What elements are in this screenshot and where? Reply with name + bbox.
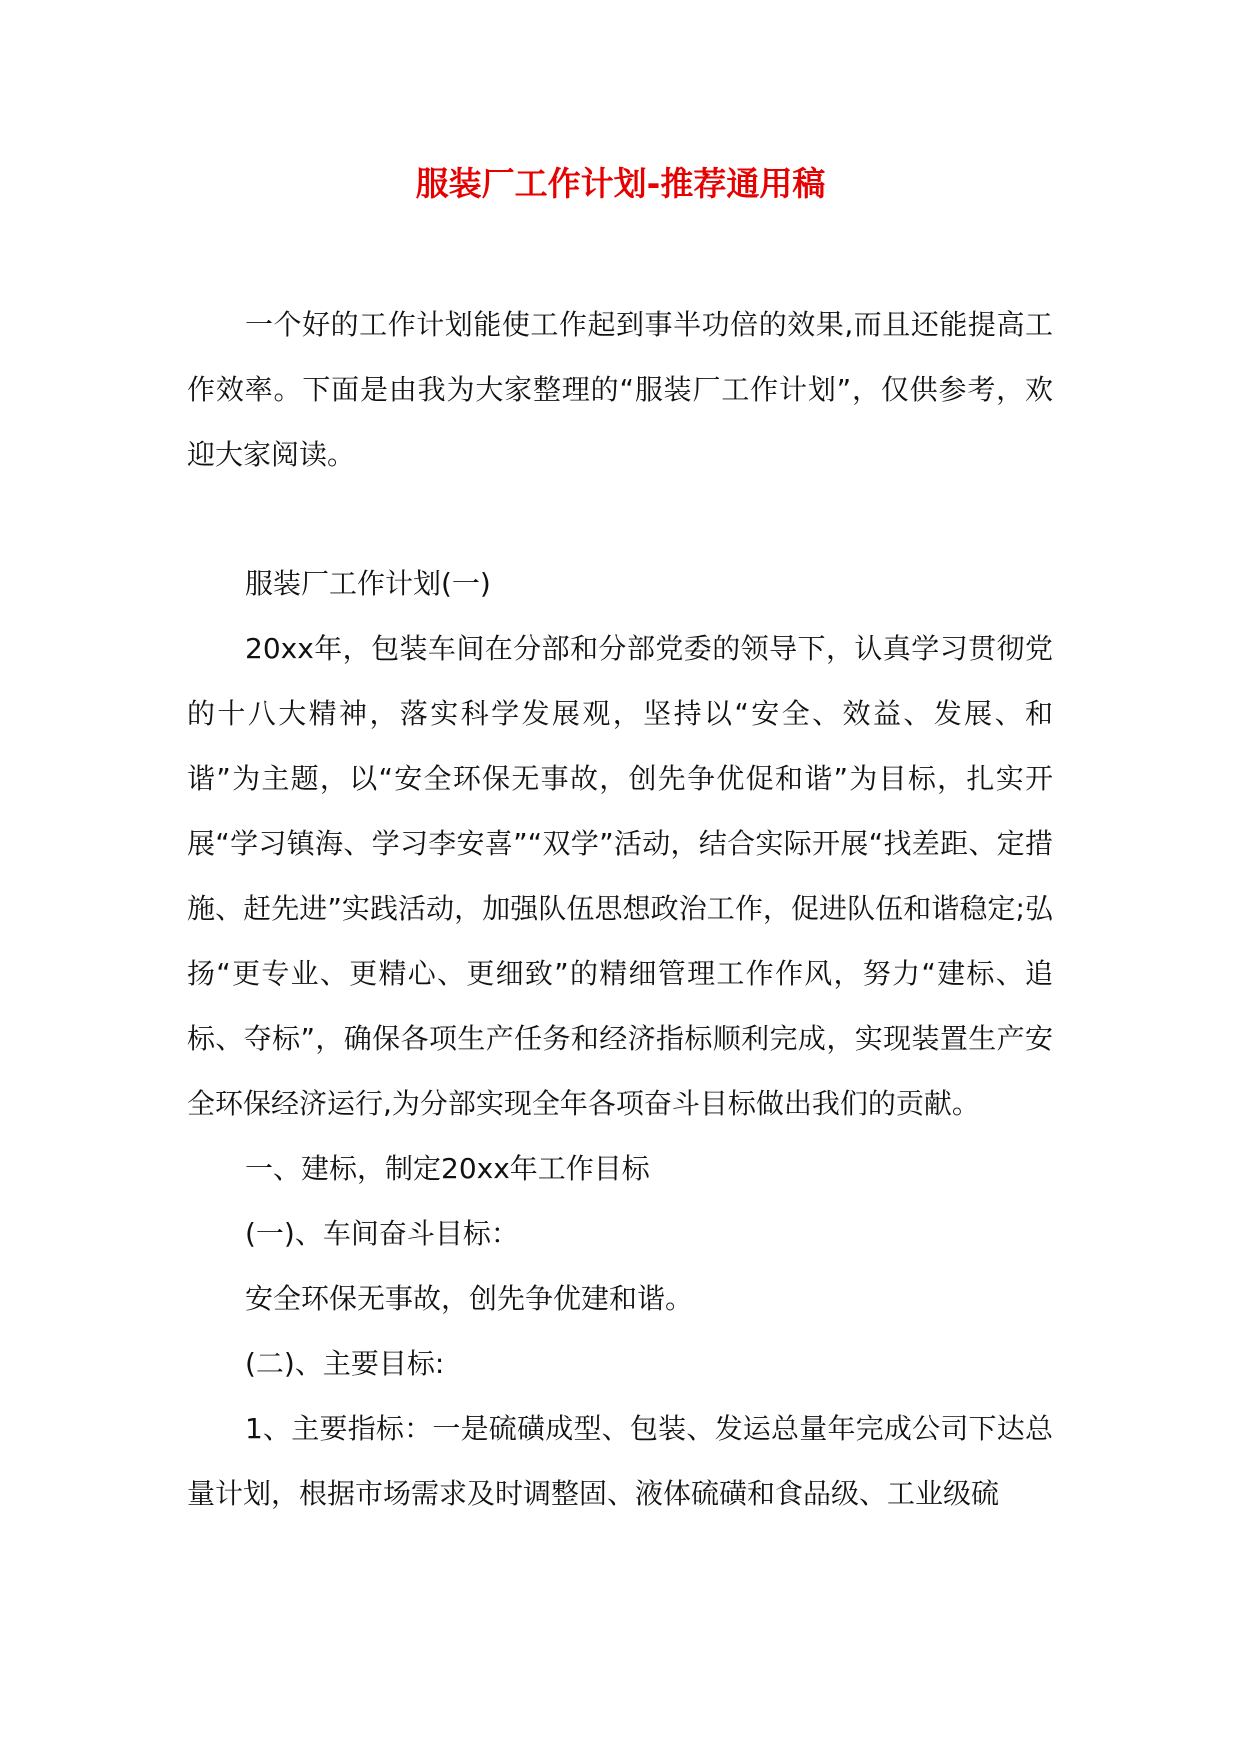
body-paragraph: 20xx年，包装车间在分部和分部党委的领导下，认真学习贯彻党的十八大精神，落实科学发展观，坚持以“安全、效益、发展、和谐”为主题，以“安全环保无事故，创先争优促和谐”为目标，扎实开展“学习镇海、学习李安喜”“双学”活动，结合实际开展“找差距、定措施、赶先进”实践活动，加强队伍思想政治工作，促进队伍和谐稳定;弘扬“更专业、更精心、更细致”的精细管理工作作风，努力“建标、追标、夺标”，确保各项生产任务和经济指标顺利完成，实现装置生产安全环保经济运行,为分部实现全年各项奋斗目标做出我们的贡献。 (187, 632, 1053, 1120)
list-heading: (二)、主要目标: (245, 1347, 445, 1380)
subsection-heading: 一、建标，制定20xx年工作目标 (245, 1152, 650, 1185)
list-heading: (一)、车间奋斗目标： (245, 1217, 519, 1250)
indicator-paragraph: 1、主要指标：一是硫磺成型、包装、发运总量年完成公司下达总量计划，根据市场需求及时调整固、液体硫磺和食品级、工业级硫 (187, 1412, 1053, 1510)
document-title: 服装厂工作计划-推荐通用稿 (415, 164, 826, 203)
goal-text: 安全环保无事故，创先争优建和谐。 (245, 1282, 694, 1315)
paragraph-gap (187, 487, 1053, 551)
intro-paragraph: 一个好的工作计划能使工作起到事半功倍的效果,而且还能提高工作效率。下面是由我为大家整理的“服装厂工作计划”，仅供参考，欢迎大家阅读。 (187, 308, 1053, 471)
section-heading: 服装厂工作计划(一) (245, 567, 491, 600)
document-body (187, 292, 1053, 1526)
